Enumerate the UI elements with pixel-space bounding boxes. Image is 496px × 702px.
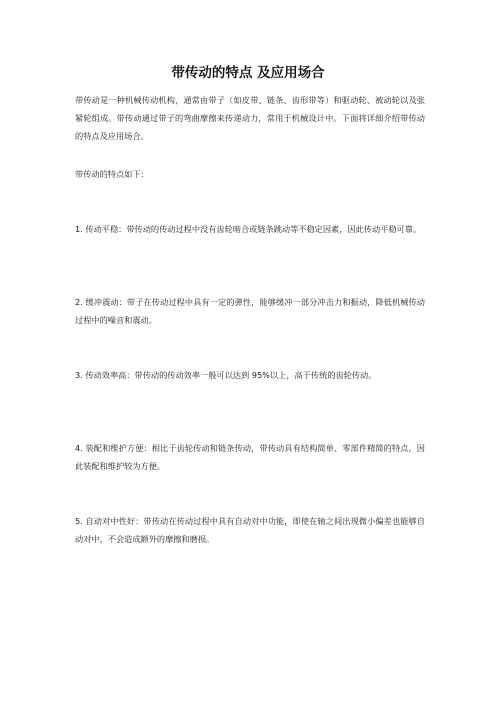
- feature-item-1: 1. 传动平稳：带传动的传动过程中没有齿轮啮合或链条跳动等不稳定因素，因此传动平稳可靠。: [75, 224, 422, 234]
- feature-item-2: 2. 缓冲震动：带子在传动过程中具有一定的弹性，能够缓冲一部分冲击力和振动，降低机械传动过程中的噪音和震动。: [75, 297, 425, 325]
- document-title: 带传动的特点 及应用场合: [171, 65, 325, 81]
- feature-item-4: 4. 装配和维护方便：相比于齿轮传动和链条传动，带传动具有结构简单、零部件精简的特点，因此装配和维护较为方便。: [75, 443, 425, 471]
- feature-item-3: 3. 传动效率高：带传动的传动效率一般可以达到 95%以上，高于传统的齿轮传动。: [75, 370, 377, 380]
- features-heading: 带传动的特点如下：: [75, 169, 149, 179]
- intro-paragraph: 带传动是一种机械传动机构，通常由带子（如皮带、链条、齿形带等）和驱动轮、被动轮以及张紧轮组成。带传动通过带子的弯曲摩擦来传递动力，常用于机械设计中。下面将详细介绍带传动的特点及应用场合。: [75, 95, 425, 141]
- feature-item-5: 5. 自动对中性好：带传动在传动过程中具有自动对中功能，即使在轴之间出现微小偏差也能够自动对中，不会造成额外的摩擦和磨损。: [75, 516, 425, 544]
